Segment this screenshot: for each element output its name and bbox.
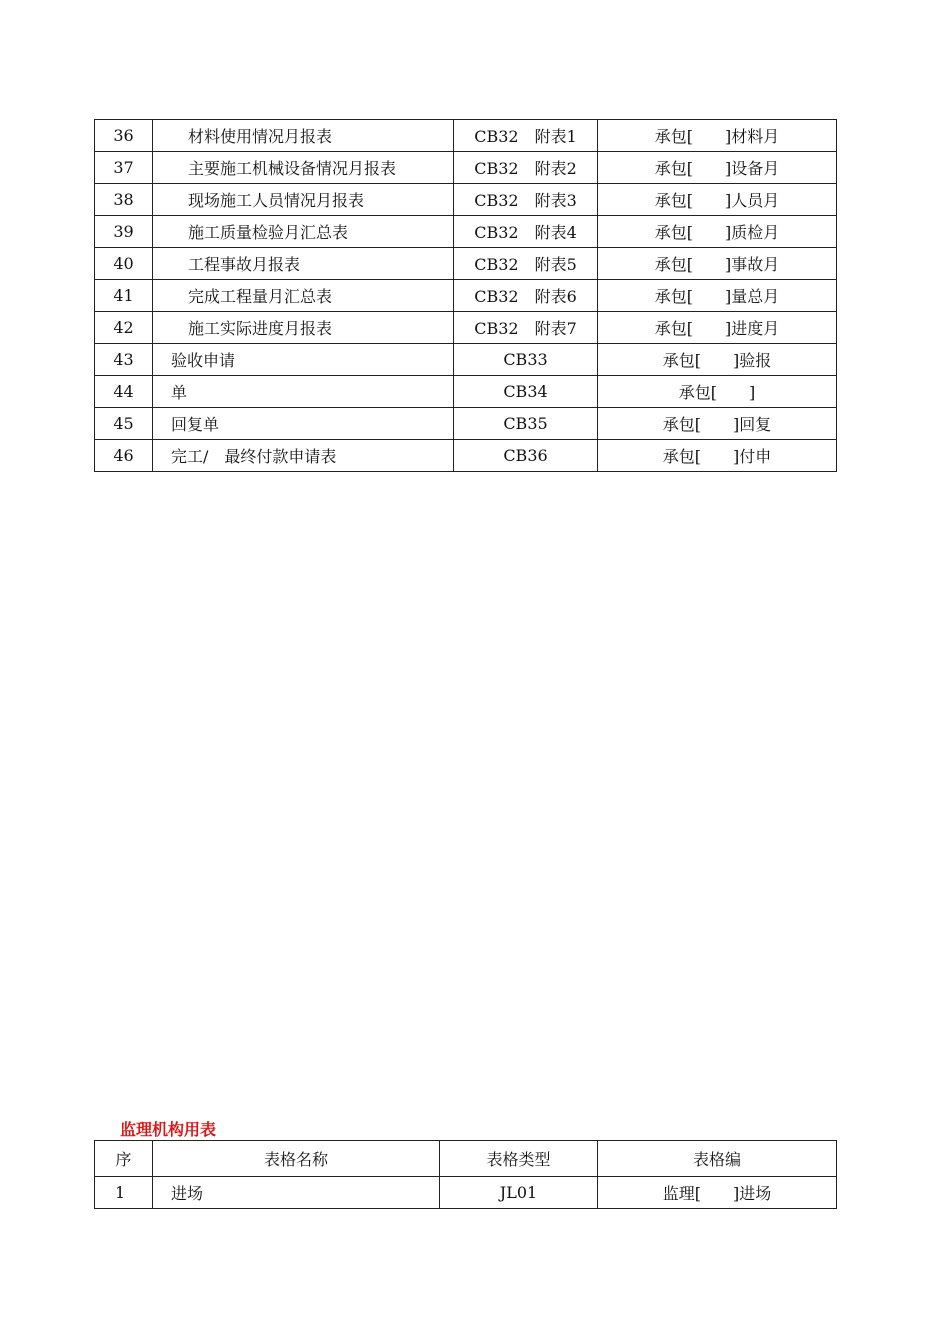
row-code: 承包[ ]材料月 [598, 120, 837, 152]
contractor-forms-table-body [95, 120, 837, 472]
header-code: 表格编 [598, 1141, 837, 1177]
table-row [95, 312, 837, 344]
header-name: 表格名称 [153, 1141, 440, 1177]
row-no: 44 [95, 376, 153, 408]
row-no: 43 [95, 344, 153, 376]
table-row [95, 184, 837, 216]
row-no: 36 [95, 120, 153, 152]
row-code: 承包[ ]质检月 [598, 216, 837, 248]
table-row [95, 152, 837, 184]
row-name: 工程事故月报表 [153, 248, 454, 280]
table-row [95, 376, 837, 408]
row-no: 39 [95, 216, 153, 248]
row-name: 施工质量检验月汇总表 [153, 216, 454, 248]
row-name: 完工/ 最终付款申请表 [153, 440, 454, 472]
table-header-row [95, 1141, 837, 1177]
row-name: 单 [153, 376, 454, 408]
row-type: CB35 [454, 408, 598, 440]
row-type: CB32 附表5 [454, 248, 598, 280]
table-row [95, 408, 837, 440]
row-type: CB34 [454, 376, 598, 408]
header-type: 表格类型 [440, 1141, 598, 1177]
row-code: 承包[ ]事故月 [598, 248, 837, 280]
supervision-forms-table [94, 1140, 837, 1209]
row-type: JL01 [440, 1177, 598, 1209]
row-name: 回复单 [153, 408, 454, 440]
row-type: CB32 附表6 [454, 280, 598, 312]
row-type: CB32 附表1 [454, 120, 598, 152]
row-no: 38 [95, 184, 153, 216]
row-name: 进场 [153, 1177, 440, 1209]
row-code: 承包[ ]进度月 [598, 312, 837, 344]
row-no: 45 [95, 408, 153, 440]
row-name: 主要施工机械设备情况月报表 [153, 152, 454, 184]
contractor-forms-table [94, 119, 837, 472]
row-name: 现场施工人员情况月报表 [153, 184, 454, 216]
row-code: 承包[ ]人员月 [598, 184, 837, 216]
table-row [95, 280, 837, 312]
row-name: 施工实际进度月报表 [153, 312, 454, 344]
table-row [95, 344, 837, 376]
row-type: CB36 [454, 440, 598, 472]
table-row [95, 440, 837, 472]
row-name: 完成工程量月汇总表 [153, 280, 454, 312]
row-no: 37 [95, 152, 153, 184]
row-no: 42 [95, 312, 153, 344]
row-type: CB32 附表7 [454, 312, 598, 344]
row-code: 承包[ ]回复 [598, 408, 837, 440]
row-code: 监理[ ]进场 [598, 1177, 837, 1209]
row-code: 承包[ ]量总月 [598, 280, 837, 312]
section-title: 监理机构用表 [120, 1120, 217, 1139]
row-type: CB32 附表2 [454, 152, 598, 184]
row-no: 46 [95, 440, 153, 472]
row-code: 承包[ ]付申 [598, 440, 837, 472]
row-no: 41 [95, 280, 153, 312]
row-code: 承包[ ]验报 [598, 344, 837, 376]
row-name: 材料使用情况月报表 [153, 120, 454, 152]
row-type: CB33 [454, 344, 598, 376]
row-type: CB32 附表4 [454, 216, 598, 248]
table-row [95, 120, 837, 152]
table-row [95, 216, 837, 248]
table-row [95, 248, 837, 280]
row-code: 承包[ ]设备月 [598, 152, 837, 184]
header-no: 序 [95, 1141, 153, 1177]
row-type: CB32 附表3 [454, 184, 598, 216]
row-no: 40 [95, 248, 153, 280]
row-no: 1 [95, 1177, 153, 1209]
row-code: 承包[ ] [598, 376, 837, 408]
row-name: 验收申请 [153, 344, 454, 376]
table-row [95, 1177, 837, 1209]
